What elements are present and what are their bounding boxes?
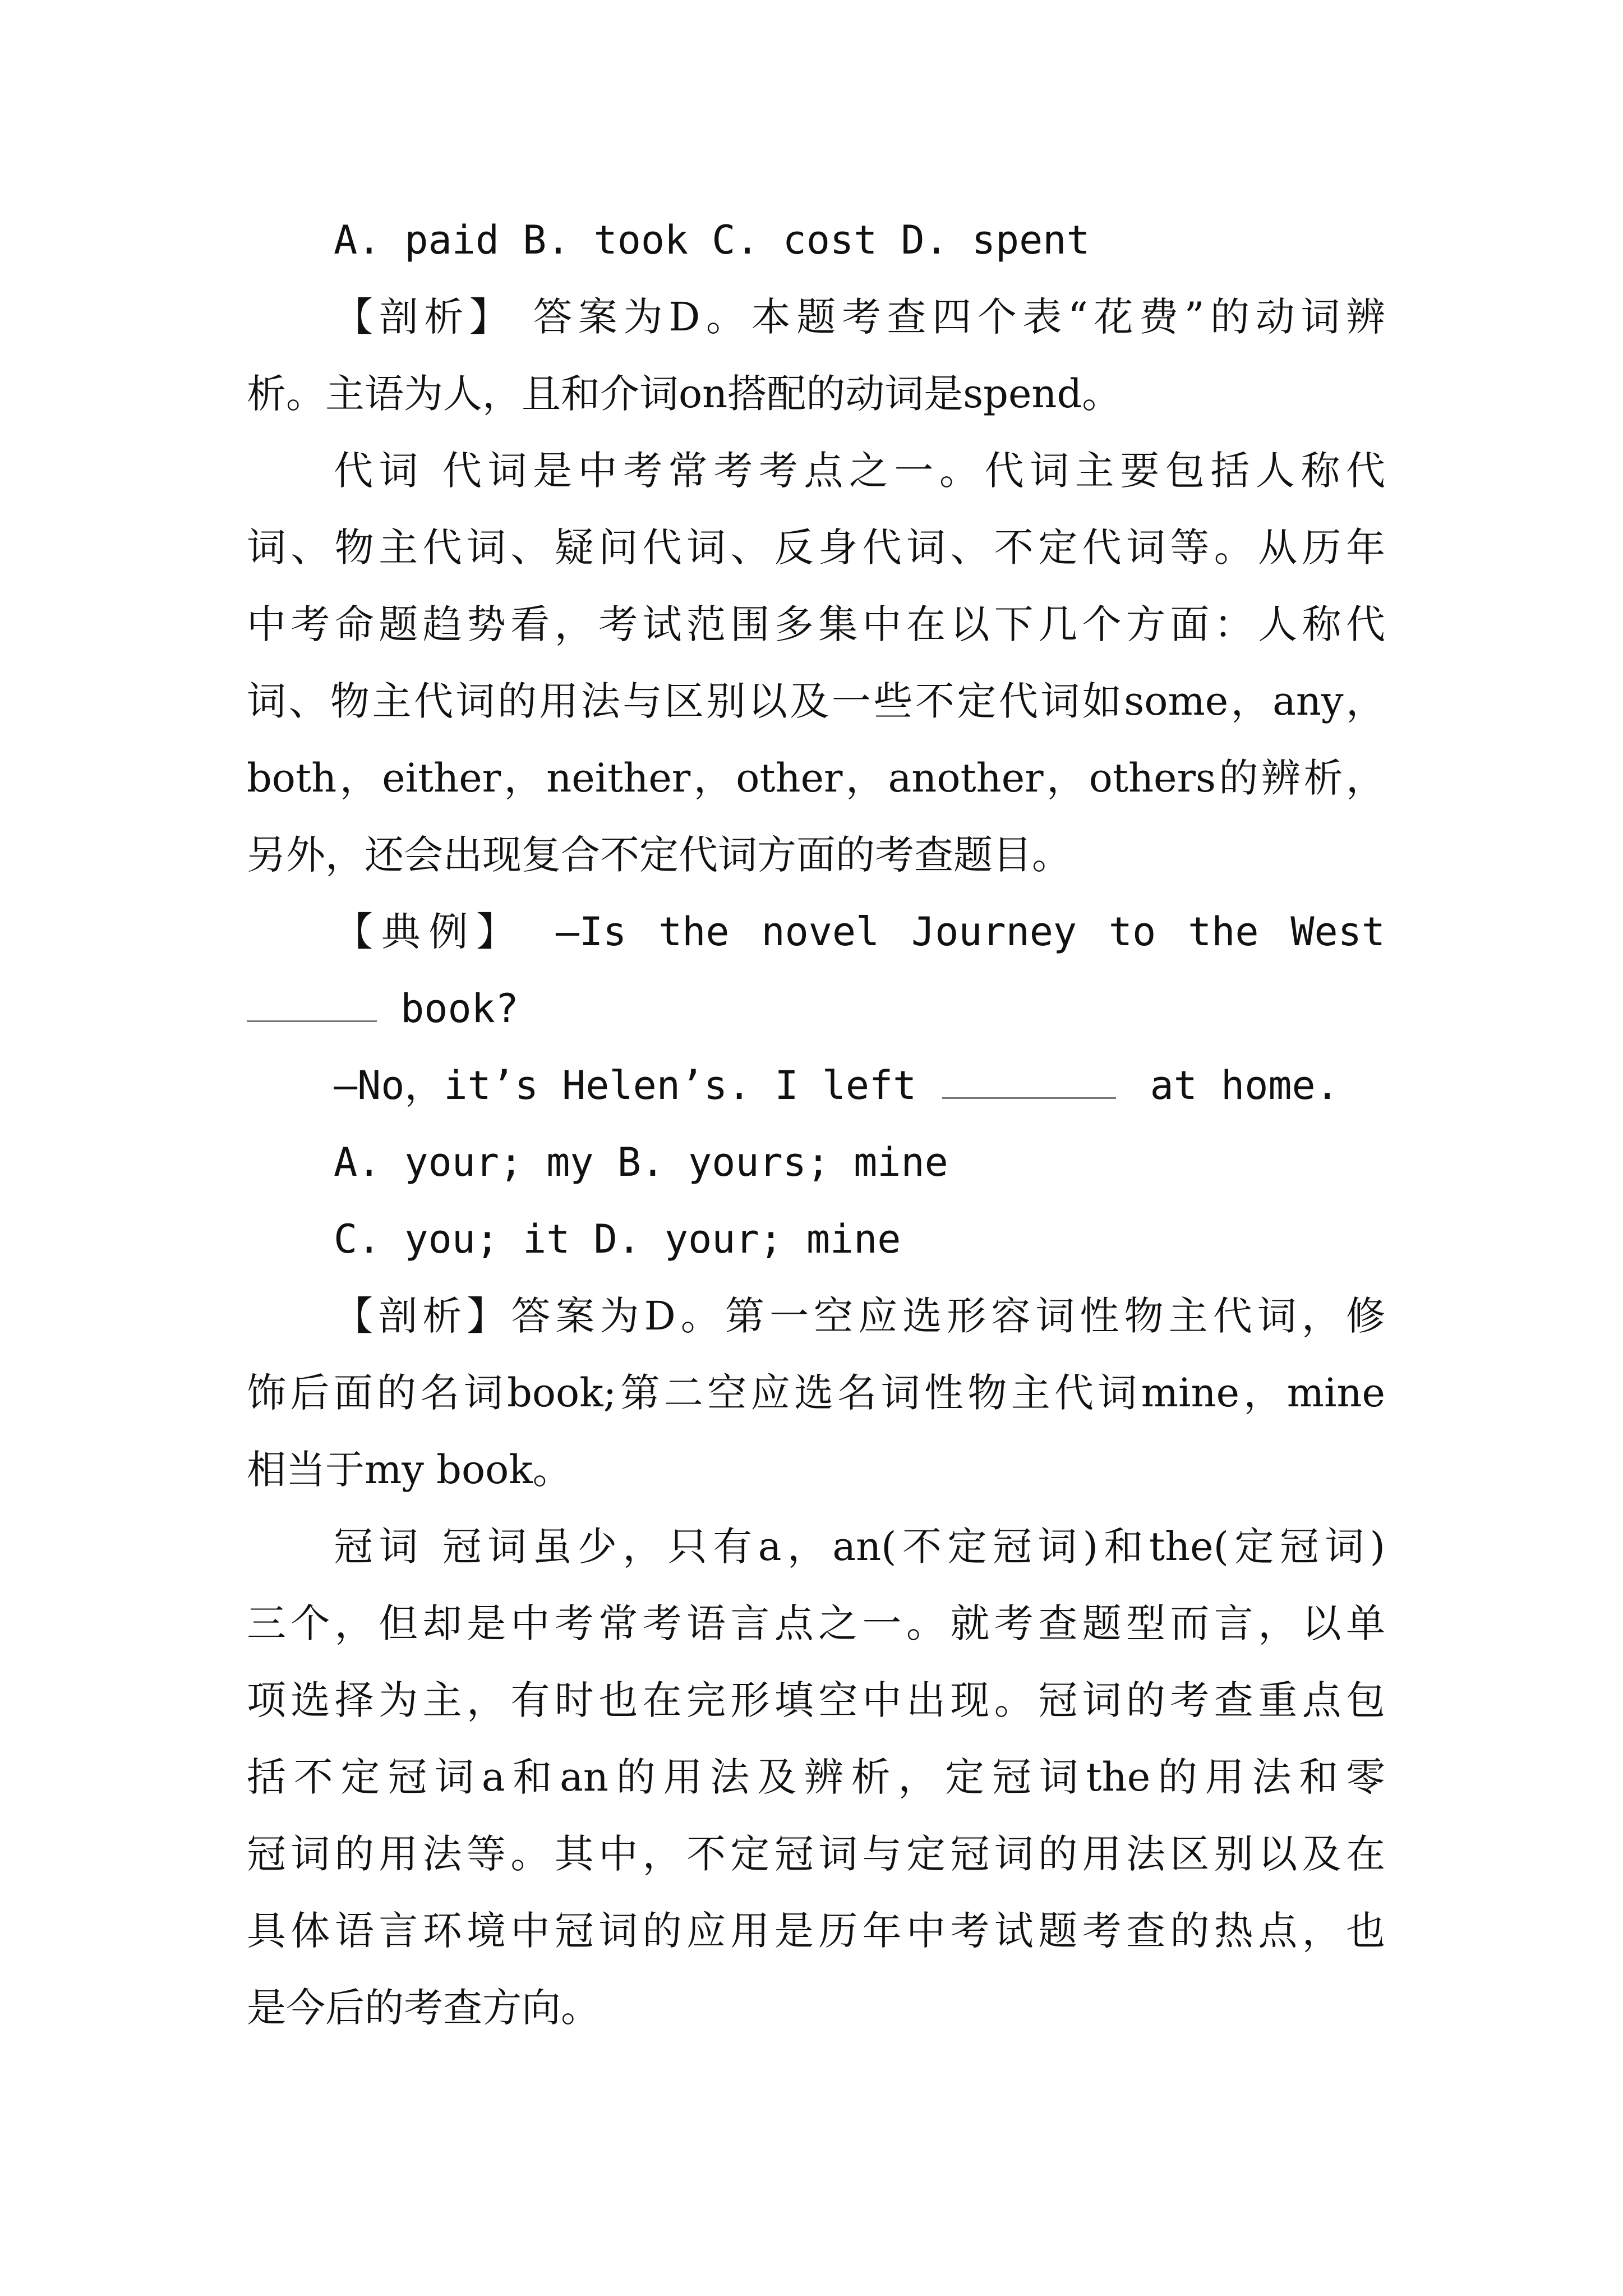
paragraph-line: 另外，还会出现复合不定代词方面的考查题目。 <box>247 832 1071 878</box>
paragraph-line: 具体语言环境中冠词的应用是历年中考试题考查的热点，也 <box>247 1908 1385 1954</box>
answer-blank <box>942 1066 1116 1099</box>
analysis-line: 析。主语为人，且和介词on搭配的动词是spend。 <box>247 371 1122 417</box>
paragraph-line: both，either，neither，other，another，others的辨析， <box>247 755 1385 801</box>
analysis-line: 饰后面的名词book;第二空应选名词性物主代词mine，mine <box>247 1370 1385 1416</box>
paragraph-line: 中考命题趋势看，考试范围多集中在以下几个方面：人称代 <box>247 601 1385 647</box>
document-body <box>247 202 1385 2046</box>
example-question-line <box>247 970 1385 1047</box>
paragraph-line: 词、物主代词的用法与区别以及一些不定代词如some，any， <box>247 678 1385 724</box>
analysis-line: 相当于my book。 <box>247 1447 572 1493</box>
paragraph-line: 代词 代词是中考常考考点之一。代词主要包括人称代 <box>334 448 1385 494</box>
example-answer-line <box>247 1047 1385 1124</box>
paragraph-line: 是今后的考查方向。 <box>247 1985 600 2031</box>
example-text: —No，it’s Helen’s. I left <box>334 1062 917 1108</box>
options-line: C. you; it D. your; mine <box>334 1216 901 1262</box>
answer-blank <box>247 989 377 1022</box>
paragraph-line: 冠词 冠词虽少，只有a，an(不定冠词)和the(定冠词) <box>334 1524 1385 1570</box>
example-text: at home. <box>1150 1062 1339 1108</box>
paragraph-line: 词、物主代词、疑问代词、反身代词、不定代词等。从历年 <box>247 524 1385 570</box>
options-line: A. paid B. took C. cost D. spent <box>334 217 1090 263</box>
paragraph-line: 项选择为主，有时也在完形填空中出现。冠词的考查重点包 <box>247 1677 1385 1723</box>
options-line: A. your; my B. yours; mine <box>334 1139 948 1185</box>
example-question-line: 【典例】 —Is the novel Journey to the West <box>334 909 1385 955</box>
paragraph-line: 括不定冠词a和an的用法及辨析，定冠词the的用法和零 <box>247 1754 1385 1800</box>
analysis-line: 【剖析】 答案为D。本题考查四个表“花费”的动词辨 <box>334 294 1385 340</box>
example-text: book? <box>400 986 519 1032</box>
analysis-line: 【剖析】答案为D。第一空应选形容词性物主代词，修 <box>334 1293 1385 1339</box>
paragraph-line: 三个，但却是中考常考语言点之一。就考查题型而言，以单 <box>247 1600 1385 1646</box>
paragraph-line: 冠词的用法等。其中，不定冠词与定冠词的用法区别以及在 <box>247 1831 1385 1877</box>
